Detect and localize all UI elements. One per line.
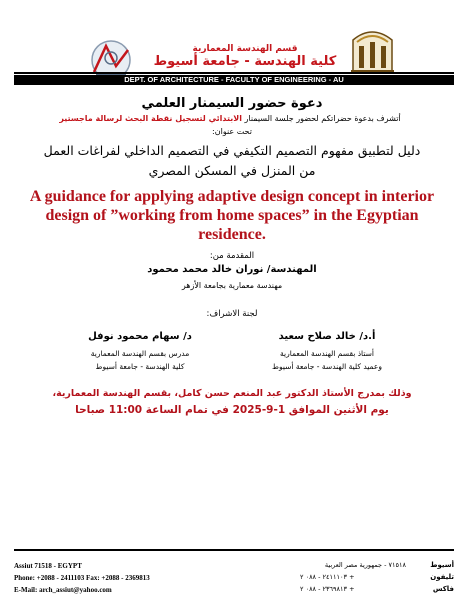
footer-email-en: E-Mail: arch_assiut@yahoo.com bbox=[14, 586, 112, 594]
footer-phone-en: Phone: +2088 - 2411103 Fax: +2088 - 2369813 bbox=[14, 574, 150, 582]
supervisor-2-title: مدرس بقسم الهندسة المعمارية bbox=[90, 349, 190, 358]
footer-address-ar-label: أسيوط bbox=[430, 561, 454, 569]
footer-rule bbox=[14, 549, 454, 551]
thesis-title-ar-line1: دليل لتطبيق مفهوم التصميم التكيفي في التصميم الداخلي لفراغات العمل bbox=[43, 143, 421, 158]
footer-address-ar-value: ٧١٥١٨ - جمهورية مصر العربية bbox=[324, 561, 406, 569]
invitation-intro bbox=[30, 114, 430, 123]
footer-fax-ar-value: ٢٣٦٩٨١٣ - ٠٨٨ ٢ + bbox=[300, 585, 355, 593]
researcher-affiliation: مهندسة معمارية بجامعة الأزهر bbox=[181, 281, 283, 290]
event-datetime: يوم الأثنين الموافق 1-9-2025 في تمام الساعة 11:00 صباحا bbox=[75, 404, 389, 416]
thesis-title-en: A guidance for applying adaptive design concept in interior design of ”working from home spaces” in the Egyptian residence. bbox=[29, 188, 435, 243]
footer-address-en: Assiut 71518 - EGYPT bbox=[14, 562, 82, 570]
presented-by-label: المقدمة من: bbox=[209, 251, 255, 261]
faculty-name: كلية الهندسة - جامعة أسيوط bbox=[153, 54, 337, 69]
intro-highlight: الابتدائي لتسجيل نقطة البحث لرسالة ماجستير bbox=[59, 114, 242, 123]
department-name: قسم الهندسة المعمارية bbox=[192, 44, 298, 54]
footer-fax-ar-label: فاكس bbox=[432, 585, 454, 593]
supervisor-1-affiliation: وعميد كلية الهندسة - جامعة أسيوط bbox=[272, 362, 382, 371]
supervisor-2-affiliation: كلية الهندسة - جامعة أسيوط bbox=[95, 362, 185, 371]
header-rule bbox=[14, 72, 454, 74]
supervisor-1-title: أستاذ بقسم الهندسة المعمارية bbox=[280, 349, 374, 358]
header-english-title: DEPT. OF ARCHITECTURE - FACULTY OF ENGINEERING - AU bbox=[124, 75, 344, 84]
invitation-title: دعوة حضور السيمنار العلمي bbox=[141, 96, 323, 111]
university-logo bbox=[345, 22, 400, 78]
supervisor-2-name: د/ سهام محمود نوفل bbox=[88, 331, 192, 342]
under-title-label: تحت عنوان: bbox=[212, 127, 252, 136]
thesis-title-ar-line2: من المنزل في المسكن المصري bbox=[148, 163, 316, 178]
researcher-name: المهندسة/ نوران خالد محمد محمود bbox=[147, 264, 317, 275]
intro-text: أتشرف بدعوة حضراتكم لحضور جلسة السيمنار bbox=[244, 114, 401, 123]
event-location: وذلك بمدرج الأستاذ الدكتور عبد المنعم حسن كامل، بقسم الهندسة المعمارية، bbox=[52, 388, 412, 399]
supervisor-1-name: أ.د/ خالد صلاح سعيد bbox=[278, 331, 376, 342]
footer-phone-ar-label: تليفون bbox=[430, 573, 454, 581]
committee-label: لجنة الاشراف: bbox=[206, 309, 258, 319]
footer-phone-ar-value: ٢٤١١١٠٣ - ٠٨٨ ٢ + bbox=[300, 573, 355, 581]
